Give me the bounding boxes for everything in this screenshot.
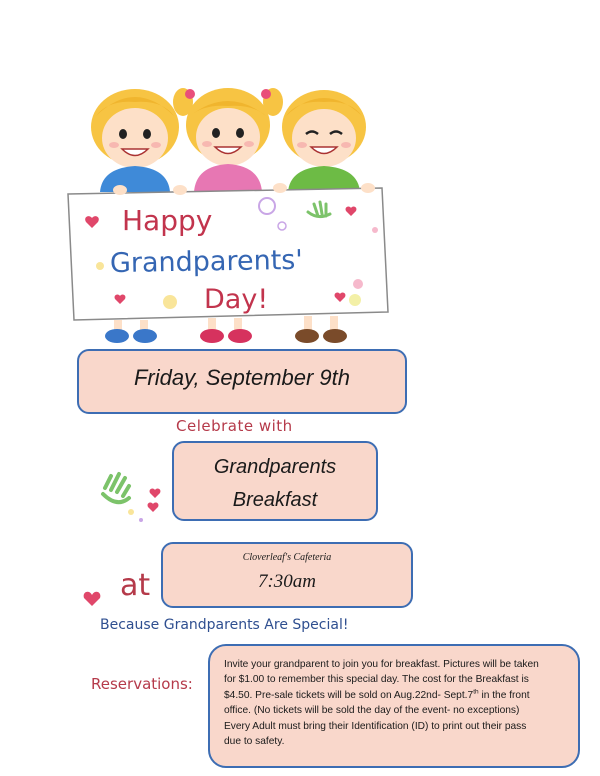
banner-line-2: Grandparents' bbox=[109, 244, 304, 280]
heart-icon bbox=[82, 590, 102, 608]
location-time-box bbox=[161, 542, 413, 608]
at-caption: at bbox=[120, 568, 151, 603]
handprint-decoration bbox=[95, 460, 175, 530]
reservations-line-3-text: $4.50. Pre-sale tickets will be sold on Aug.22nd- Sept.7 bbox=[224, 689, 474, 701]
event-name-box bbox=[172, 441, 378, 521]
reservations-line-3-end: in the front bbox=[478, 689, 530, 701]
grandparents-day-illustration bbox=[62, 80, 392, 346]
reservations-line-1: Invite your grandparent to join you for breakfast. Pictures will be taken bbox=[224, 659, 539, 670]
reservations-line-3 bbox=[224, 688, 568, 703]
date-box bbox=[77, 349, 407, 414]
reservations-details bbox=[224, 657, 568, 749]
reservations-label: Reservations: bbox=[91, 675, 193, 693]
reservations-line-2: for $1.00 to remember this special day. The cost for the Breakfast is bbox=[224, 674, 529, 686]
reservations-line-5: Every Adult must bring their Identification (ID) to print out their pass bbox=[224, 720, 527, 732]
banner-sign bbox=[68, 183, 388, 320]
venue-name: Cloverleaf's Cafeteria bbox=[242, 552, 332, 563]
event-date: Friday, September 9th bbox=[133, 365, 351, 390]
banner-line-3: Day! bbox=[204, 284, 269, 315]
kids-feet bbox=[105, 316, 347, 343]
kid-right bbox=[282, 90, 366, 192]
kid-middle bbox=[173, 88, 283, 192]
celebrate-with-caption: Celebrate with bbox=[176, 417, 293, 435]
reservations-box bbox=[208, 644, 580, 768]
event-name-line-2: Breakfast bbox=[232, 489, 318, 511]
ordinal-suffix: th bbox=[473, 688, 479, 696]
event-time: 7:30am bbox=[257, 571, 317, 592]
banner-line-1: Happy bbox=[122, 204, 213, 237]
tagline: Because Grandparents Are Special! bbox=[100, 617, 349, 633]
event-name-line-1: Grandparents bbox=[213, 456, 337, 478]
reservations-line-4: office. (No tickets will be sold the day of the event- no exceptions) bbox=[224, 705, 520, 717]
kid-left bbox=[91, 89, 179, 192]
reservations-line-6: due to safety. bbox=[224, 736, 285, 748]
